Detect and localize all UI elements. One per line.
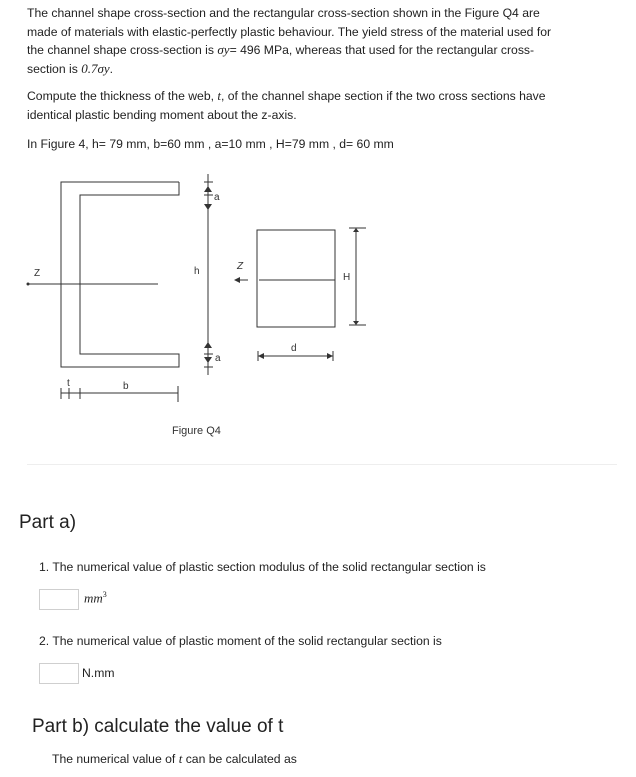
label-h: h: [194, 266, 200, 277]
label-t: t: [67, 378, 70, 389]
label-z-left: Z: [34, 268, 41, 279]
answer-input-2[interactable]: [39, 663, 79, 684]
question-1: 1. The numerical value of plastic section modulus of the solid rectangular section is: [39, 560, 486, 574]
figure-caption: Figure Q4: [172, 425, 221, 437]
label-a-top: a: [214, 192, 220, 203]
sigma-rect-symbol: 0.7σy: [81, 60, 110, 76]
given-dimensions: In Figure 4, h= 79 mm, b=60 mm , a=10 mm , H=79 mm , d= 60 mm: [27, 137, 394, 151]
task-statement: Compute the thickness of the web, t, of the channel shape section if the two cross sections have identical plastic bending moment about the z-axis.: [27, 88, 546, 122]
label-a-bottom: a: [215, 353, 221, 364]
sigma-y-symbol: σy: [217, 42, 230, 57]
part-a-title: Part a): [19, 512, 77, 533]
intro-line-4: section is 0.7σy.: [27, 60, 114, 76]
intro-line-2: made of materials with elastic-perfectly plastic behaviour. The yield stress of the material used for: [27, 24, 552, 39]
part-b-statement: The numerical value of t can be calculated as: [52, 751, 297, 766]
part-b-title: Part b) calculate the value of t: [32, 716, 284, 737]
figure-q4: [0, 170, 636, 455]
unit-nmm: N.mm: [82, 666, 115, 680]
question-2: 2. The numerical value of plastic moment of the solid rectangular section is: [39, 634, 442, 648]
label-z-mid: Z: [237, 261, 244, 272]
intro-line-1: The channel shape cross-section and the rectangular cross-section shown in the Figure Q4 are: [27, 6, 540, 20]
label-d: d: [291, 343, 297, 354]
intro-line-3: the channel shape cross-section is σy= 496 MPa, whereas that used for the rectangular cross-: [27, 42, 535, 57]
section-divider: [27, 464, 617, 465]
rectangular-section: [257, 230, 335, 327]
label-b: b: [123, 381, 129, 392]
answer-input-1[interactable]: [39, 589, 79, 610]
label-H: H: [343, 272, 351, 283]
problem-intro: [27, 4, 617, 78]
channel-outline: [61, 182, 179, 367]
unit-mm3: $mm^3$: [84, 590, 107, 606]
t-symbol: t: [217, 88, 221, 103]
